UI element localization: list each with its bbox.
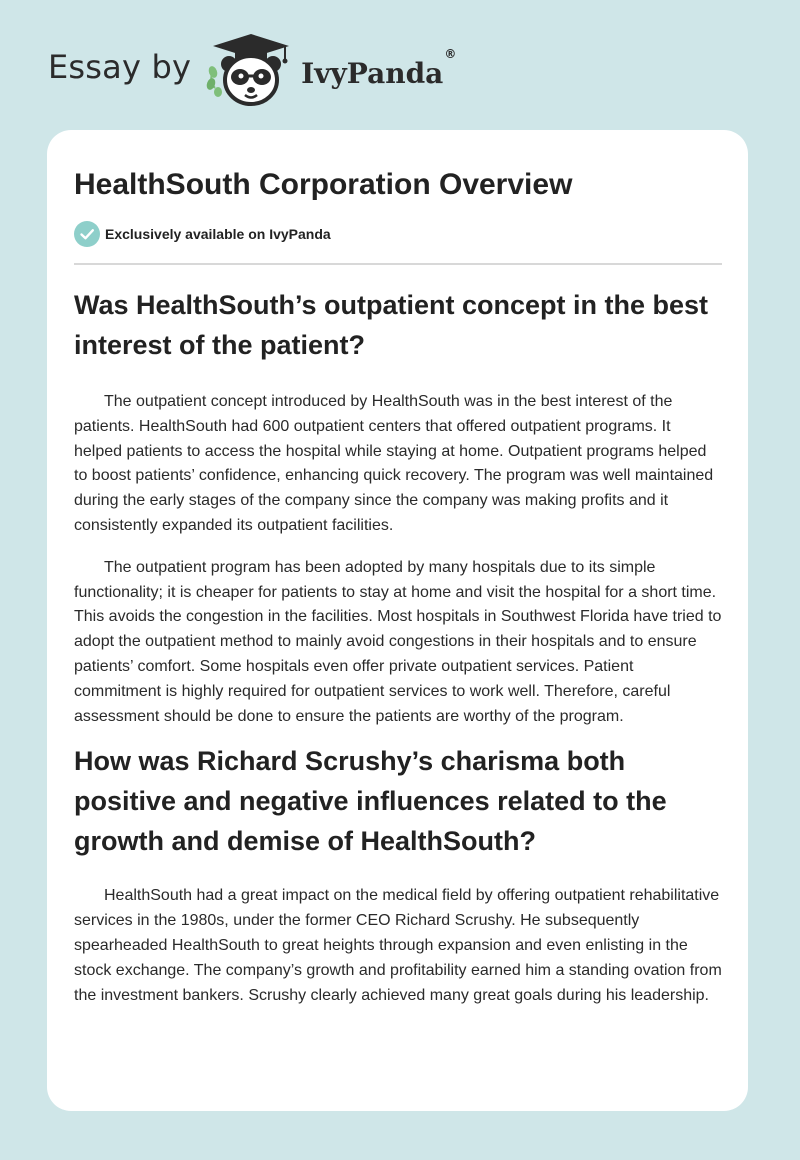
- section-heading-charisma: How was Richard Scrushy’s charisma both positive and negative influences related to the growth and demise of HealthSouth?: [74, 746, 667, 857]
- registered-mark: ®: [444, 46, 457, 61]
- panda-logo-icon[interactable]: [205, 30, 297, 110]
- brand-name[interactable]: [301, 46, 457, 90]
- brand-prefix: Essay by: [48, 48, 192, 86]
- section-heading-outpatient: Was HealthSouth’s outpatient concept in the best interest of the patient?: [74, 290, 709, 360]
- paragraph: The outpatient program has been adopted by many hospitals due to its simple functionality; it is cheaper for patients to stay at home and visit the hospital for a short time. This avoids the congestion in the facilities. Most hospitals in Southwest Florida have tried to adopt the outpatient method to mainly avoid congestions in their hospitals and to ensure patients’ comfort. Some hospitals even offer private outpatient services. Patient commitment is highly required for outpatient services to work well. Therefore, careful assessment should be done to ensure the patients are worthy of the program.: [74, 558, 722, 725]
- page-title: HealthSouth Corporation Overview: [74, 168, 573, 201]
- exclusive-badge-label: Exclusively available on IvyPanda: [105, 226, 331, 242]
- essay-content: [74, 130, 722, 1008]
- paragraph: HealthSouth had a great impact on the medical field by offering outpatient rehabilitative services in the 1980s, under the former CEO Richard Scrushy. He subsequently spearheaded HealthSouth to great heights through expansion and even enlisting in the stock exchange. The company’s growth and profitability earned him a standing ovation from the investment bankers. Scrushy clearly achieved many great goals during his leadership.: [74, 887, 722, 1004]
- brand-name-text[interactable]: IvyPanda: [301, 56, 444, 90]
- paragraph: The outpatient concept introduced by HealthSouth was in the best interest of the patients. HealthSouth had 600 outpatient centers that offered outpatient programs. It helped patients to access the hospital while staying at home. Outpatient programs helped to boost patients’ confidence, enhancing quick recovery. The program was well maintained during the early stages of the company since the company was making profits and it consistently expanded its outpatient facilities.: [74, 393, 714, 534]
- brand-header: [48, 30, 456, 110]
- check-circle-icon: [74, 221, 100, 247]
- title-divider: [74, 263, 722, 265]
- exclusive-badge: [74, 221, 722, 247]
- essay-card: [47, 130, 748, 1111]
